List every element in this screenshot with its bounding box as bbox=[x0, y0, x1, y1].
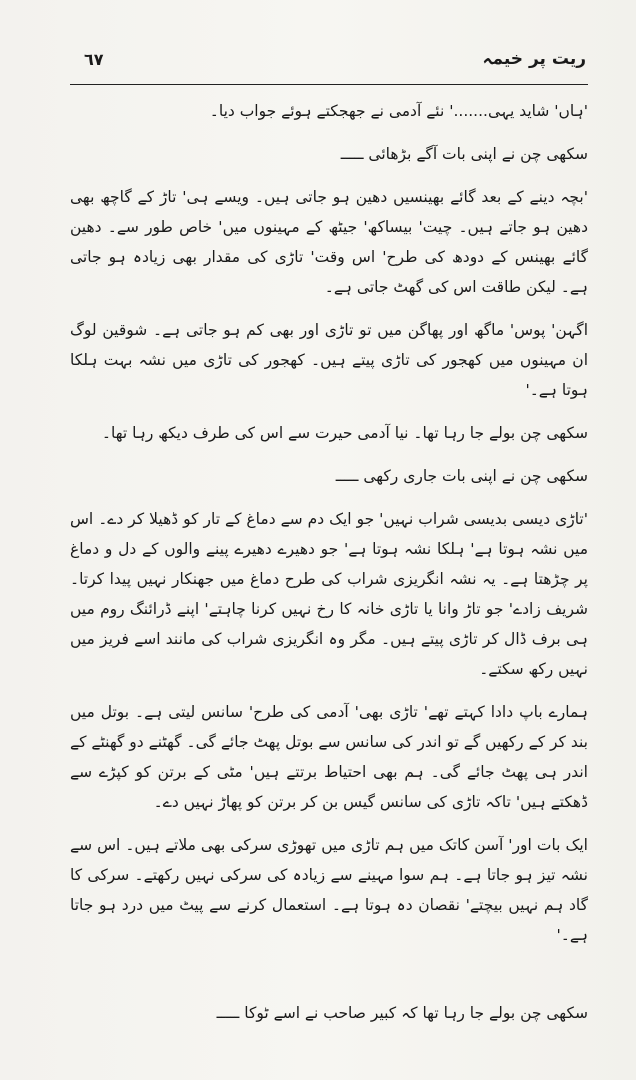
paragraph: سکھی چن بولے جا رہا تھا۔ نیا آدمی حیرت سے اس کی طرف دیکھ رہا تھا۔ bbox=[101, 424, 588, 442]
paragraph: 'ہاں' شاید یہی.......' نئے آدمی نے جھجکتے ہوئے جواب دیا۔ bbox=[209, 102, 588, 120]
paragraph: سکھی چن نے اپنی بات آگے بڑھائی ـــــ bbox=[340, 145, 588, 163]
page-header bbox=[70, 44, 588, 85]
paragraph: 'بچہ دینے کے بعد گائے بھینسیں دھین ہو جاتی ہیں۔ ویسے ہی' تاڑ کے گاچھ بھی دھین ہو جاتے ہیں۔ چیت' بیساکھ' جیٹھ کے مہینوں میں' خاص طور سے۔ دھین گائے بھینس کے دودھ کی طرح' اس وقت' تاڑی کی مقدار بھی زیادہ ہو جاتی ہے۔ لیکن طاقت اس کی گھٹ جاتی ہے۔ bbox=[70, 188, 588, 296]
running-title: ریت پر خیمہ bbox=[482, 49, 586, 69]
paragraph: ہمارے باپ دادا کہتے تھے' تاڑی بھی' آدمی کی طرح' سانس لیتی ہے۔ بوتل میں بند کر کے رکھیں گے تو اندر کی سانس سے بوتل پھٹ جائے گی۔ گھٹنے دو گھنٹے کے اندر ہی پھٹ جائے گی۔ ہم بھی احتیاط برتتے ہیں' مٹی کے برتن کو کپڑے سے ڈھکتے ہیں' تاکہ تاڑی کی سانس گیس بن کر برتن کو پھاڑ نہیں دے۔ bbox=[70, 703, 588, 811]
paragraph: اگہن' پوس' ماگھ اور پھاگن میں تو تاڑی اور بھی کم ہو جاتی ہے۔ شوقین لوگ ان مہینوں میں کھجور کی تاڑی پیتے ہیں۔ کھجور کی تاڑی میں نشہ بہت ہلکا ہوتا ہے۔' bbox=[70, 321, 588, 399]
paragraph: ایک بات اور' آسن کاتک میں ہم تاڑی میں تھوڑی سرکی بھی ملاتے ہیں۔ اس سے نشہ تیز ہو جاتا ہے۔ ہم سوا مہینے سے زیادہ کی سرکی نہیں رکھتے۔ سرکی کا گاد ہم نہیں بیچتے' نقصان دہ ہوتا ہے۔ استعمال کرنے سے پیٹ میں درد ہو جاتا ہے۔' bbox=[70, 836, 588, 944]
page-number: ٦٧ bbox=[84, 50, 104, 69]
body-text bbox=[70, 96, 588, 1041]
paragraph: سکھی چن بولے جا رہا تھا کہ کبیر صاحب نے اسے ٹوکا ـــــ bbox=[216, 1004, 588, 1022]
paragraph: 'تاڑی دیسی بدیسی شراب نہیں' جو ایک دم سے دماغ کے تار کو ڈھیلا کر دے۔ اس میں نشہ ہوتا ہے' ہلکا نشہ ہوتا ہے' جو دھیرے دھیرے پینے والوں کے دل و دماغ پر چڑھتا ہے۔ یہ نشہ انگریزی شراب کی طرح دماغ میں جھنکار نہیں پیدا کرتا۔ شریف زادے' جو تاڑ وانا یا تاڑی خانہ کا رخ نہیں کرنا چاہتے' اپنے ڈرائنگ روم میں ہی برف ڈال کر تاڑی پیتے ہیں۔ مگر وہ انگریزی شراب کی مانند اسے فریز میں نہیں رکھ سکتے۔ bbox=[70, 510, 588, 678]
paragraph: سکھی چن نے اپنی بات جاری رکھی ـــــ bbox=[335, 467, 588, 485]
